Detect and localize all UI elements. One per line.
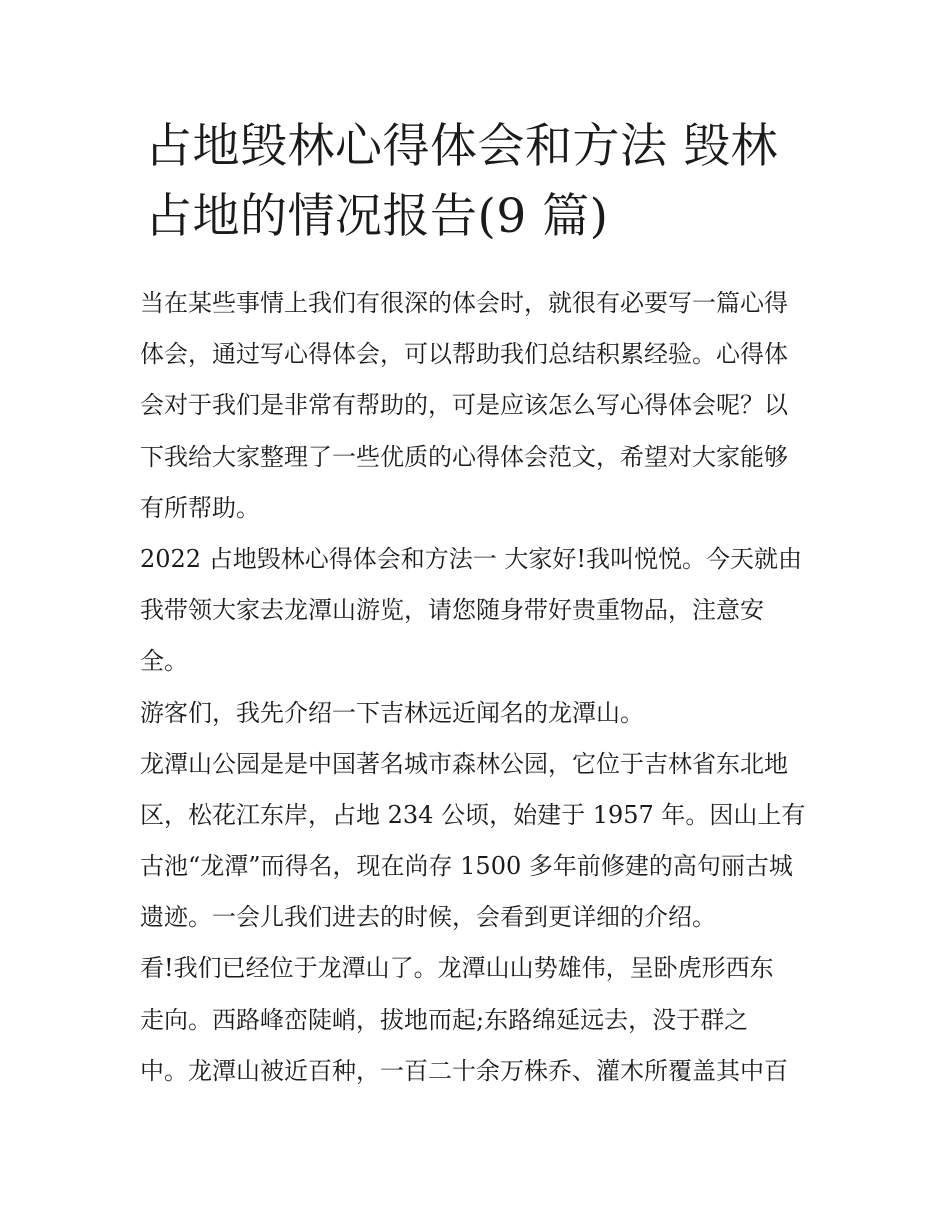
body-line: 走向。西路峰峦陡峭，拔地而起;东路绵延远去，没于群之	[140, 1005, 749, 1034]
body-line: 游客们，我先介绍一下吉林远近闻名的龙潭山。	[140, 698, 644, 727]
body-line: 中。龙潭山被近百种，一百二十余万株乔、灌木所覆盖其中百	[140, 1056, 788, 1085]
body-line: 当在某些事情上我们有很深的体会时，就很有必要写一篇心得	[140, 289, 788, 317]
body-line: 龙潭山公园是是中国著名城市森林公园，它位于吉林省东北地	[140, 749, 788, 778]
document-body	[140, 278, 820, 1097]
body-line: 我带领大家去龙潭山游览，请您随身带好贵重物品，注意安	[140, 596, 764, 625]
body-line: 看!我们已经位于龙潭山了。龙潭山山势雄伟，呈卧虎形西东	[140, 954, 774, 983]
body-line: 有所帮助。	[140, 493, 260, 522]
body-line: 下我给大家整理了一些优质的心得体会范文，希望对大家能够	[140, 442, 788, 471]
title-line: 占地的情况报告(9 篇)	[145, 189, 609, 244]
body-line: 会对于我们是非常有帮助的，可是应该怎么写心得体会呢？以	[140, 391, 788, 420]
title-line: 占地毁林心得体会和方法 毁林	[145, 119, 778, 174]
body-line: 全。	[140, 647, 188, 676]
body-line: 区，松花江东岸，占地 234 公顷，始建于 1957 年。因山上有	[140, 800, 806, 829]
body-line: 遗迹。一会儿我们进去的时候，会看到更详细的介绍。	[140, 903, 716, 932]
body-line: 2022 占地毁林心得体会和方法一 大家好!我叫悦悦。今天就由	[140, 544, 802, 573]
body-line: 古池“龙潭”而得名，现在尚存 1500 多年前修建的高句丽古城	[140, 852, 793, 881]
document-title	[145, 112, 825, 252]
body-line: 体会，通过写心得体会，可以帮助我们总结积累经验。心得体	[140, 340, 788, 369]
